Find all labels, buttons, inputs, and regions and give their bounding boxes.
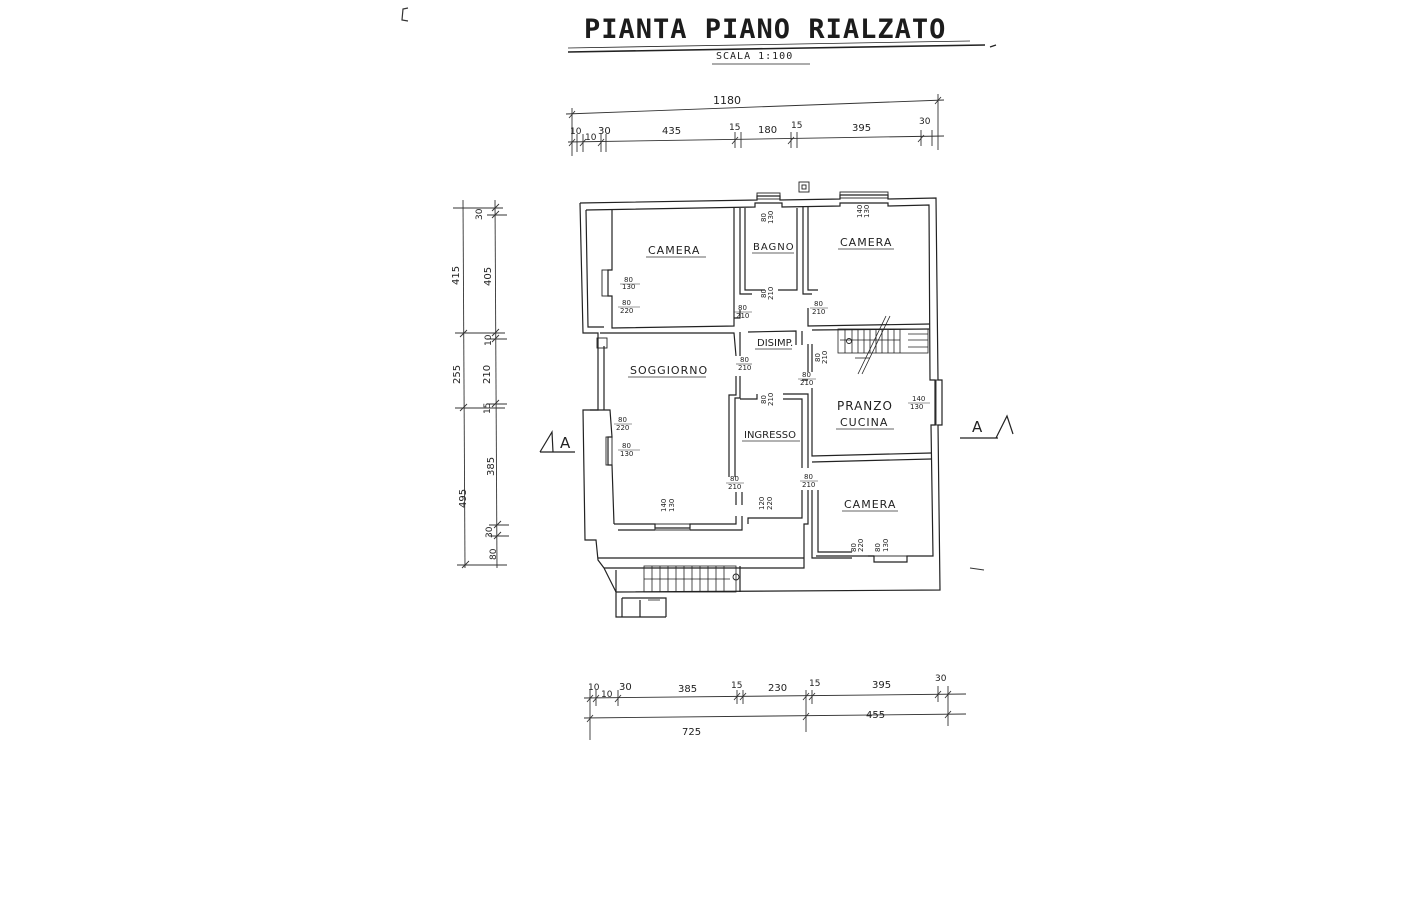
- dim-bot-4: 15: [731, 681, 743, 691]
- dim-top-7: 395: [852, 123, 872, 134]
- stray-tick: [970, 568, 984, 570]
- room-camera-1: CAMERA: [648, 244, 701, 257]
- bottom-dimension-lines: [584, 686, 966, 740]
- dim-bot-8: 30: [935, 674, 947, 684]
- dim-bot-3: 385: [678, 684, 698, 695]
- room-cucina: CUCINA: [840, 416, 889, 429]
- open-w-camera2-w: 140: [856, 204, 864, 218]
- dim-top-0: 10: [570, 127, 582, 137]
- section-a-left: A: [560, 434, 571, 452]
- title-underline: [568, 41, 996, 64]
- dim-bot-1: 10: [601, 690, 613, 700]
- open-d-entry-h: 220: [766, 496, 774, 510]
- dim-bot-partial-0: 725: [682, 727, 702, 738]
- dim-bot-6: 15: [809, 679, 821, 689]
- open-w-cucina-h: 130: [910, 403, 924, 411]
- room-camera-3: CAMERA: [844, 498, 897, 511]
- open-d-ingr-top-w: 80: [760, 395, 768, 404]
- open-w-bagno-w: 80: [760, 213, 768, 222]
- open-d-ingr-top-h: 210: [767, 392, 775, 406]
- dim-left-in-3: 210: [482, 364, 493, 384]
- section-a-right: A: [972, 418, 983, 436]
- room-labels: [630, 236, 896, 511]
- open-d-camera2-h: 210: [812, 308, 826, 316]
- room-camera-2: CAMERA: [840, 236, 893, 249]
- staircase-lower: [644, 566, 736, 600]
- dim-bot-0: 10: [588, 683, 600, 693]
- dim-left-2: 495: [458, 488, 469, 508]
- left-dimension-labels: [451, 208, 499, 560]
- dim-top-4: 15: [729, 123, 741, 133]
- room-soggiorno: SOGGIORNO: [630, 364, 709, 377]
- open-d-soggwin-w: 80: [618, 416, 627, 424]
- dim-top-1: 10: [585, 133, 597, 143]
- open-d-sogg-h: 210: [738, 364, 752, 372]
- open-w-bagno-h: 130: [767, 210, 775, 224]
- open-w-sogg-w: 80: [622, 442, 631, 450]
- dim-top-6: 15: [791, 121, 803, 131]
- open-w-sogg-h: 130: [620, 450, 634, 458]
- open-d-disimp-w: 80: [738, 304, 747, 312]
- dim-top-3: 435: [662, 126, 682, 137]
- dim-left-in-7: 80: [489, 548, 499, 560]
- open-w-camera2-h: 130: [863, 204, 871, 218]
- dim-left-in-2: 10: [484, 334, 494, 346]
- open-d-bagno-h: 210: [767, 286, 775, 300]
- top-dimension-lines: [566, 94, 944, 156]
- dim-left-1: 255: [452, 364, 463, 384]
- dim-left-0: 415: [451, 265, 462, 285]
- open-d-disimp-h: 210: [736, 312, 750, 320]
- open-d-camera3-h: 210: [802, 481, 816, 489]
- open-d-camera3b-h: 220: [857, 538, 865, 552]
- bottom-chain-labels: [588, 674, 947, 738]
- drawing-scale: SCALA 1:100: [716, 51, 794, 62]
- dim-bot-5: 230: [768, 683, 788, 694]
- dim-top-8: 30: [919, 117, 931, 127]
- open-w-cucina-w: 140: [912, 395, 926, 403]
- room-pranzo: PRANZO: [837, 399, 893, 413]
- open-w-camera1-w: 80: [624, 276, 633, 284]
- drawing-title: PIANTA PIANO RIALZATO: [584, 14, 947, 45]
- open-d-cucina-h: 210: [800, 379, 814, 387]
- open-d-sogg-w: 80: [740, 356, 749, 364]
- open-d-entry-w: 120: [758, 496, 766, 510]
- dim-bot-2: 30: [619, 682, 632, 693]
- open-w-camera3-w: 80: [874, 543, 882, 552]
- dim-top-total: 1180: [713, 94, 741, 107]
- dim-left-in-0: 30: [475, 208, 485, 220]
- open-w-soggbot-h: 130: [668, 498, 676, 512]
- dim-left-in-5: 385: [486, 456, 497, 476]
- room-label-underlines: [628, 249, 898, 511]
- dim-left-in-6: 30: [485, 526, 495, 538]
- open-w-soggbot-w: 140: [660, 498, 668, 512]
- dim-bot-7: 395: [872, 680, 892, 691]
- open-d-stair-h: 210: [821, 350, 829, 364]
- open-d-camera3-w: 80: [804, 473, 813, 481]
- dim-bot-partial-1: 455: [866, 710, 886, 721]
- open-d-ingr-l-h: 210: [728, 483, 742, 491]
- room-ingresso: INGRESSO: [744, 430, 797, 441]
- open-d-soggwin-h: 220: [616, 424, 630, 432]
- open-w-camera3-h: 130: [882, 538, 890, 552]
- open-d-camera1-h: 220: [620, 307, 634, 315]
- open-d-camera1-w: 80: [622, 299, 631, 307]
- open-d-stair-w: 80: [814, 353, 822, 362]
- open-d-bagno-w: 80: [760, 289, 768, 298]
- dim-top-2: 30: [598, 126, 611, 137]
- margin-mark: [402, 8, 408, 21]
- room-bagno: BAGNO: [753, 242, 795, 253]
- open-d-camera2-w: 80: [814, 300, 823, 308]
- open-w-camera1-h: 130: [622, 283, 636, 291]
- dim-top-5: 180: [758, 125, 778, 136]
- dim-left-in-4: 15: [483, 402, 493, 414]
- room-disimp: DISIMP.: [757, 338, 794, 349]
- open-d-ingr-l-w: 80: [730, 475, 739, 483]
- open-d-camera3b-w: 80: [850, 543, 858, 552]
- dim-left-in-1: 405: [483, 266, 494, 286]
- open-d-cucina-w: 80: [802, 371, 811, 379]
